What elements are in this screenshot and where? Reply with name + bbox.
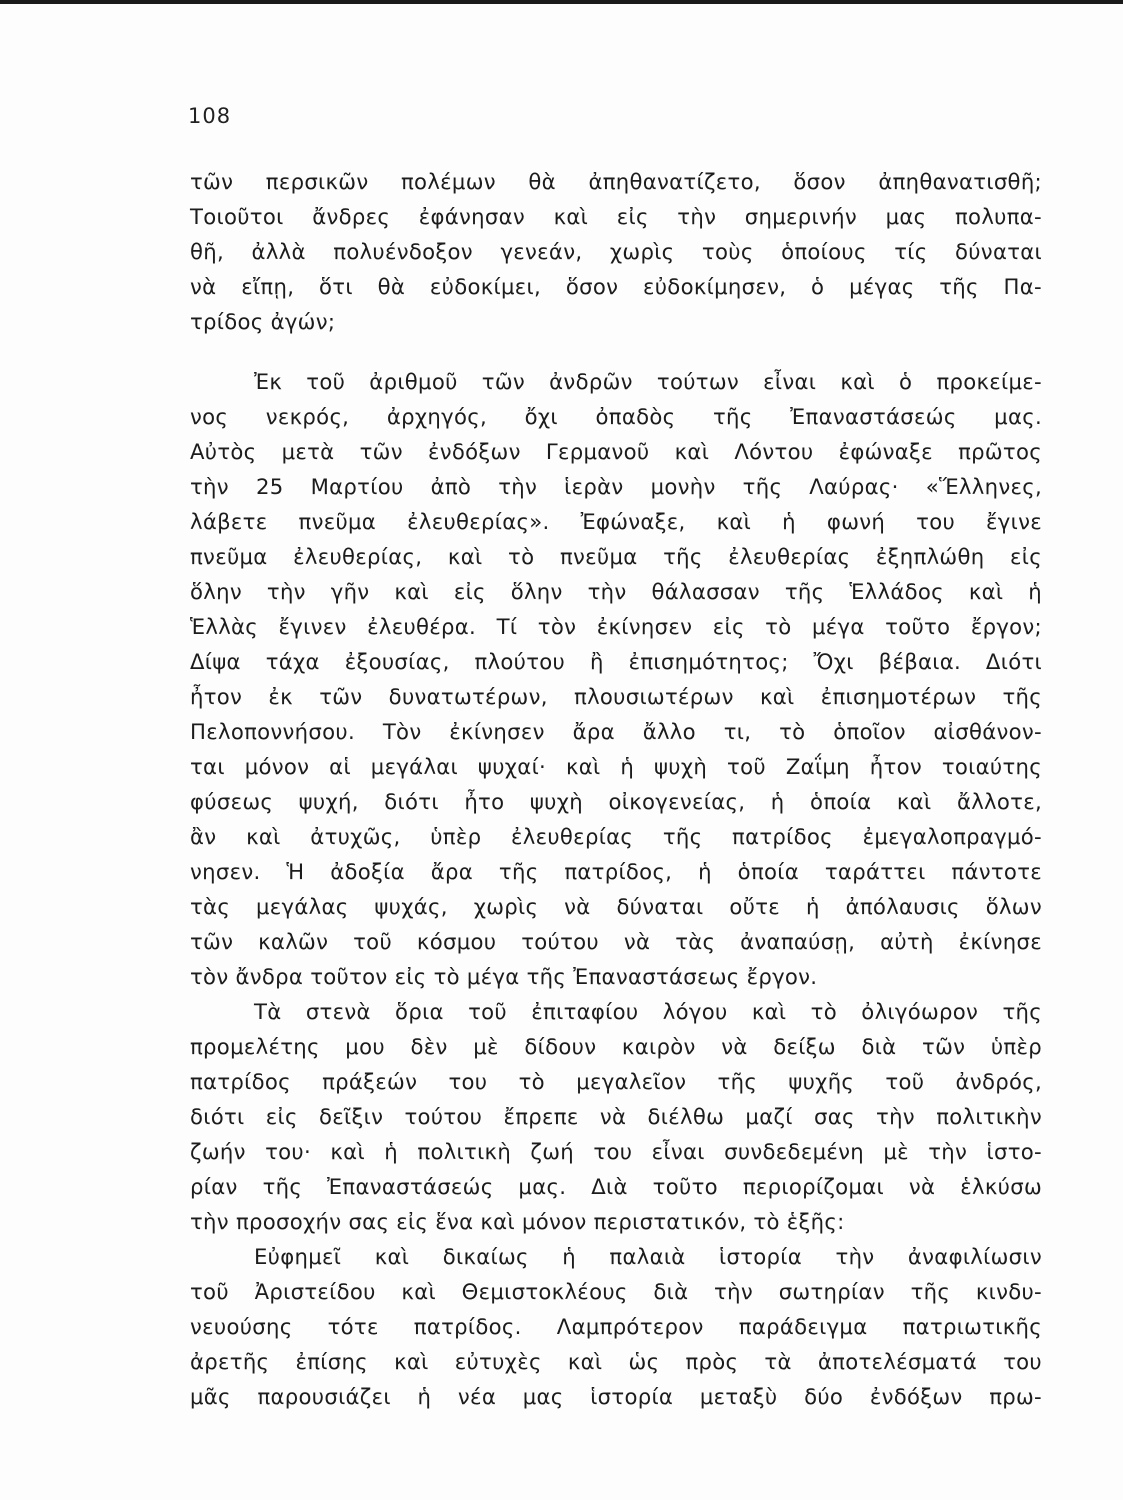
text-line: τὴν προσοχήν σας εἰς ἕνα καὶ μόνον περιστατικόν, τὸ ἑξῆς: (190, 1209, 845, 1234)
text-line: τοῦ Ἀριστείδου καὶ Θεμιστοκλέους διὰ τὴν σωτηρίαν τῆς κινδυ- (190, 1279, 1042, 1304)
text-line: νος νεκρός, ἀρχηγός, ὄχι ὀπαδὸς τῆς Ἐπαναστάσεώς μας. (190, 404, 1042, 429)
text-line: μᾶς παρουσιάζει ἡ νέα μας ἱστορία μεταξὺ δύο ἐνδόξων πρω- (190, 1384, 1042, 1409)
text-line: νευούσης τότε πατρίδος. Λαμπρότερον παράδειγμα πατριωτικῆς (190, 1314, 1042, 1339)
text-line: ται μόνον αἱ μεγάλαι ψυχαί· καὶ ἡ ψυχὴ τοῦ Ζαΐμη ἦτον τοιαύτης (190, 754, 1042, 779)
text-line: διότι εἰς δεῖξιν τούτου ἔπρεπε νὰ διέλθω μαζί σας τὴν πολιτικὴν (190, 1104, 1042, 1129)
text-line: τῶν περσικῶν πολέμων θὰ ἀπηθανατίζετο, ὅσον ἀπηθανατισθῆ; (190, 169, 1042, 194)
text-line: ζωήν του· καὶ ἡ πολιτικὴ ζωή του εἶναι συνδεδεμένη μὲ τὴν ἱστο- (190, 1139, 1042, 1164)
text-line: Τοιοῦτοι ἄνδρες ἐφάνησαν καὶ εἰς τὴν σημερινήν μας πολυπα- (190, 204, 1042, 229)
text-line: Δίψα τάχα ἐξουσίας, πλούτου ἢ ἐπισημότητος; Ὄχι βέβαια. Διότι (190, 649, 1042, 674)
text-line: νὰ εἴπῃ, ὅτι θὰ εὐδοκίμει, ὅσον εὐδοκίμησεν, ὁ μέγας τῆς Πα- (190, 274, 1042, 299)
text-line: ἂν καὶ ἀτυχῶς, ὑπὲρ ἐλευθερίας τῆς πατρίδος ἐμεγαλοπραγμό- (190, 824, 1042, 849)
text-line: πνεῦμα ἐλευθερίας, καὶ τὸ πνεῦμα τῆς ἐλευθερίας ἐξηπλώθη εἰς (190, 544, 1042, 569)
text-line: τὸν ἄνδρα τοῦτον εἰς τὸ μέγα τῆς Ἐπαναστάσεως ἔργον. (190, 964, 818, 989)
text-line: Αὐτὸς μετὰ τῶν ἐνδόξων Γερμανοῦ καὶ Λόντου ἐφώναξε πρῶτος (190, 439, 1042, 464)
text-line: Ἑλλὰς ἔγινεν ἐλευθέρα. Τί τὸν ἐκίνησεν εἰς τὸ μέγα τοῦτο ἔργον; (190, 614, 1042, 639)
text-line: Εὐφημεῖ καὶ δικαίως ἡ παλαιὰ ἱστορία τὴν ἀναφιλίωσιν (254, 1244, 1042, 1269)
text-line: τῶν καλῶν τοῦ κόσμου τούτου νὰ τὰς ἀναπαύσῃ, αὐτὴ ἐκίνησε (190, 929, 1042, 954)
text-line: τὴν 25 Μαρτίου ἀπὸ τὴν ἱερὰν μονὴν τῆς Λαύρας· «Ἕλληνες, (190, 474, 1042, 499)
page-number: 108 (188, 104, 232, 128)
scan-top-edge (0, 0, 1123, 4)
text-line: πατρίδος πράξεών του τὸ μεγαλεῖον τῆς ψυχῆς τοῦ ἀνδρός, (190, 1069, 1042, 1094)
text-line: θῆ, ἀλλὰ πολυένδοξον γενεάν, χωρὶς τοὺς ὁποίους τίς δύναται (190, 239, 1042, 264)
text-line: λάβετε πνεῦμα ἐλευθερίας». Ἐφώναξε, καὶ ἡ φωνή του ἔγινε (190, 509, 1042, 534)
text-line: νησεν. Ἡ ἀδοξία ἄρα τῆς πατρίδος, ἡ ὁποία ταράττει πάντοτε (190, 859, 1042, 884)
text-line: Τὰ στενὰ ὅρια τοῦ ἐπιταφίου λόγου καὶ τὸ ὀλιγόωρον τῆς (254, 999, 1042, 1024)
text-line: Ἐκ τοῦ ἀριθμοῦ τῶν ἀνδρῶν τούτων εἶναι καὶ ὁ προκείμε- (254, 369, 1042, 394)
text-line: Πελοποννήσου. Τὸν ἐκίνησεν ἄρα ἄλλο τι, τὸ ὁποῖον αἰσθάνον- (190, 719, 1042, 744)
text-line: τὰς μεγάλας ψυχάς, χωρὶς νὰ δύναται οὔτε ἡ ἀπόλαυσις ὅλων (190, 894, 1042, 919)
text-line: ρίαν τῆς Ἐπαναστάσεώς μας. Διὰ τοῦτο περιορίζομαι νὰ ἑλκύσω (190, 1174, 1042, 1199)
text-line: ἀρετῆς ἐπίσης καὶ εὐτυχὲς καὶ ὡς πρὸς τὰ ἀποτελέσματά του (190, 1349, 1042, 1374)
text-line: προμελέτης μου δὲν μὲ δίδουν καιρὸν νὰ δείξω διὰ τῶν ὑπὲρ (190, 1034, 1042, 1059)
text-line: ἦτον ἐκ τῶν δυνατωτέρων, πλουσιωτέρων καὶ ἐπισημοτέρων τῆς (190, 684, 1042, 709)
text-line: ὅλην τὴν γῆν καὶ εἰς ὅλην τὴν θάλασσαν τῆς Ἑλλάδος καὶ ἡ (190, 579, 1042, 604)
text-line: φύσεως ψυχή, διότι ἦτο ψυχὴ οἰκογενείας, ἡ ὁποία καὶ ἄλλοτε, (190, 789, 1042, 814)
text-line: τρίδος ἀγών; (190, 309, 336, 334)
